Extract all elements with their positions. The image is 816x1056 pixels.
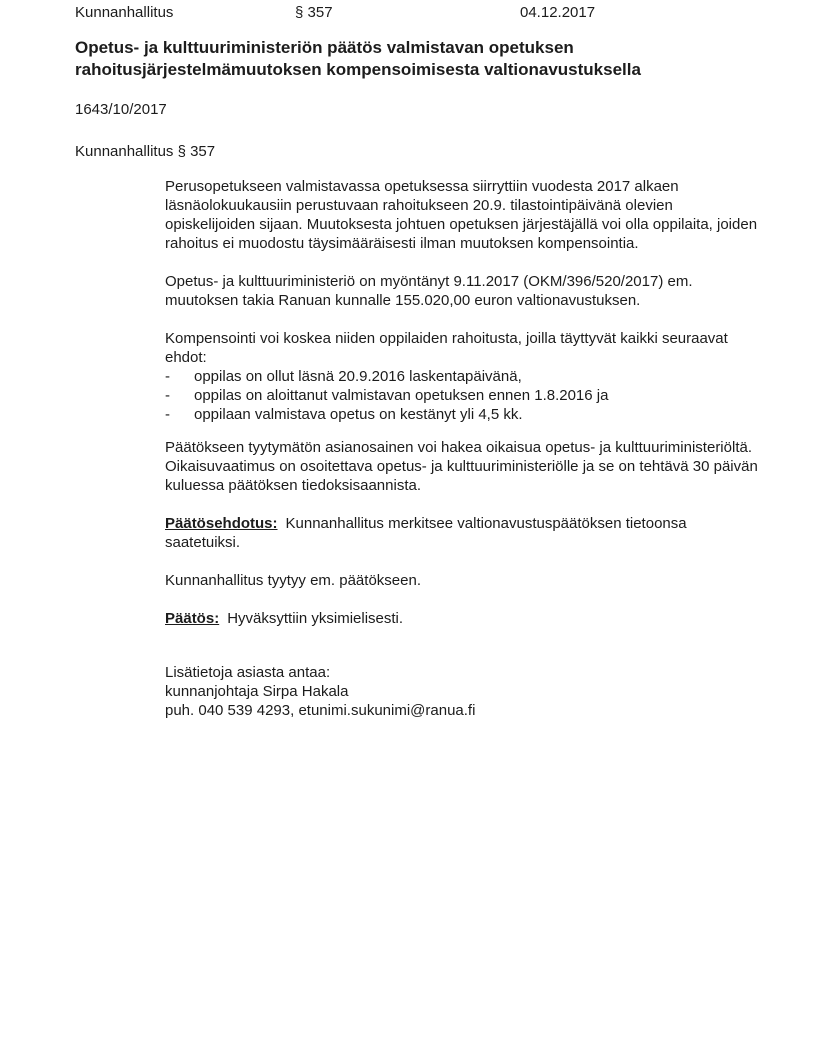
contact-info (165, 663, 765, 720)
bullet-marker: - (165, 406, 170, 423)
header-section-number: § 357 (295, 4, 333, 21)
bullet-marker: - (165, 368, 170, 385)
page-header (75, 3, 766, 22)
paragraph-grant-decision: Opetus- ja kulttuuriministeriö on myöntänyt 9.11.2017 (OKM/396/520/2017) em. muutoksen takia Ranuan kunnalle 155.020,00 euron valtionavustuksen. (165, 273, 693, 309)
paragraph-appeal-instructions: Päätökseen tyytymätön asianosainen voi hakea oikaisua opetus- ja kulttuuriministeriöltä. Oikaisuvaatimus on osoitettava opetus- ja kulttuuriministeriölle ja se on tehtävä 30 päivän kuluessa päätöksen tiedoksisaannista. (165, 439, 758, 494)
decision-proposal (165, 514, 765, 552)
case-number: 1643/10/2017 (75, 101, 167, 118)
contact-phone-email: puh. 040 539 4293, etunimi.sukunimi@ranua.fi (165, 702, 476, 719)
bullet-marker: - (165, 387, 170, 404)
paragraph-funding-change: Perusopetukseen valmistavassa opetuksessa siirryttiin vuodesta 2017 alkaen läsnäolokuukausiin perustuvaan rahoitukseen 20.9. tilastointipäivänä olevien opiskelijoiden sijaan. Muutoksesta johtuen opetuksen järjestäjällä voi olla oppilaita, joiden rahoitus ei muodostu täysimääräisesti ilman muutoksen kompensointia. (165, 178, 758, 252)
header-date: 04.12.2017 (520, 4, 596, 21)
condition-item (165, 386, 765, 405)
body-content (165, 177, 765, 720)
header-committee: Kunnanhallitus (75, 4, 174, 21)
condition-text: oppilas on aloittanut valmistavan opetuksen ennen 1.8.2016 ja (194, 387, 609, 404)
condition-text: oppilas on ollut läsnä 20.9.2016 laskentapäivänä, (194, 368, 522, 385)
condition-item (165, 367, 765, 386)
condition-text: oppilaan valmistava opetus on kestänyt yli 4,5 kk. (194, 406, 523, 423)
decision-text: Hyväksyttiin yksimielisesti. (227, 610, 404, 627)
contact-person: kunnanjohtaja Sirpa Hakala (165, 683, 349, 700)
section-reference: Kunnanhallitus § 357 (75, 143, 216, 160)
condition-list (165, 367, 765, 424)
paragraph-committee-agreement: Kunnanhallitus tyytyy em. päätökseen. (165, 572, 421, 589)
decision-proposal-text: Kunnanhallitus merkitsee valtionavustuspäätöksen tietoonsa saatetuiksi. (165, 515, 687, 551)
contact-intro: Lisätietoja asiasta antaa: (165, 664, 331, 681)
decision-proposal-label: Päätösehdotus: (165, 515, 278, 532)
decision-label: Päätös: (165, 610, 220, 627)
document-title: Opetus- ja kulttuuriministeriön päätös valmistavan opetuksen rahoitusjärjestelmämuutoksen kompensoimisesta valtionavustuksella (75, 38, 641, 79)
paragraph-conditions-intro: Kompensointi voi koskea niiden oppilaiden rahoitusta, joilla täyttyvät kaikki seuraavat ehdot: (165, 330, 728, 366)
decision (165, 609, 765, 628)
condition-item (165, 405, 765, 424)
